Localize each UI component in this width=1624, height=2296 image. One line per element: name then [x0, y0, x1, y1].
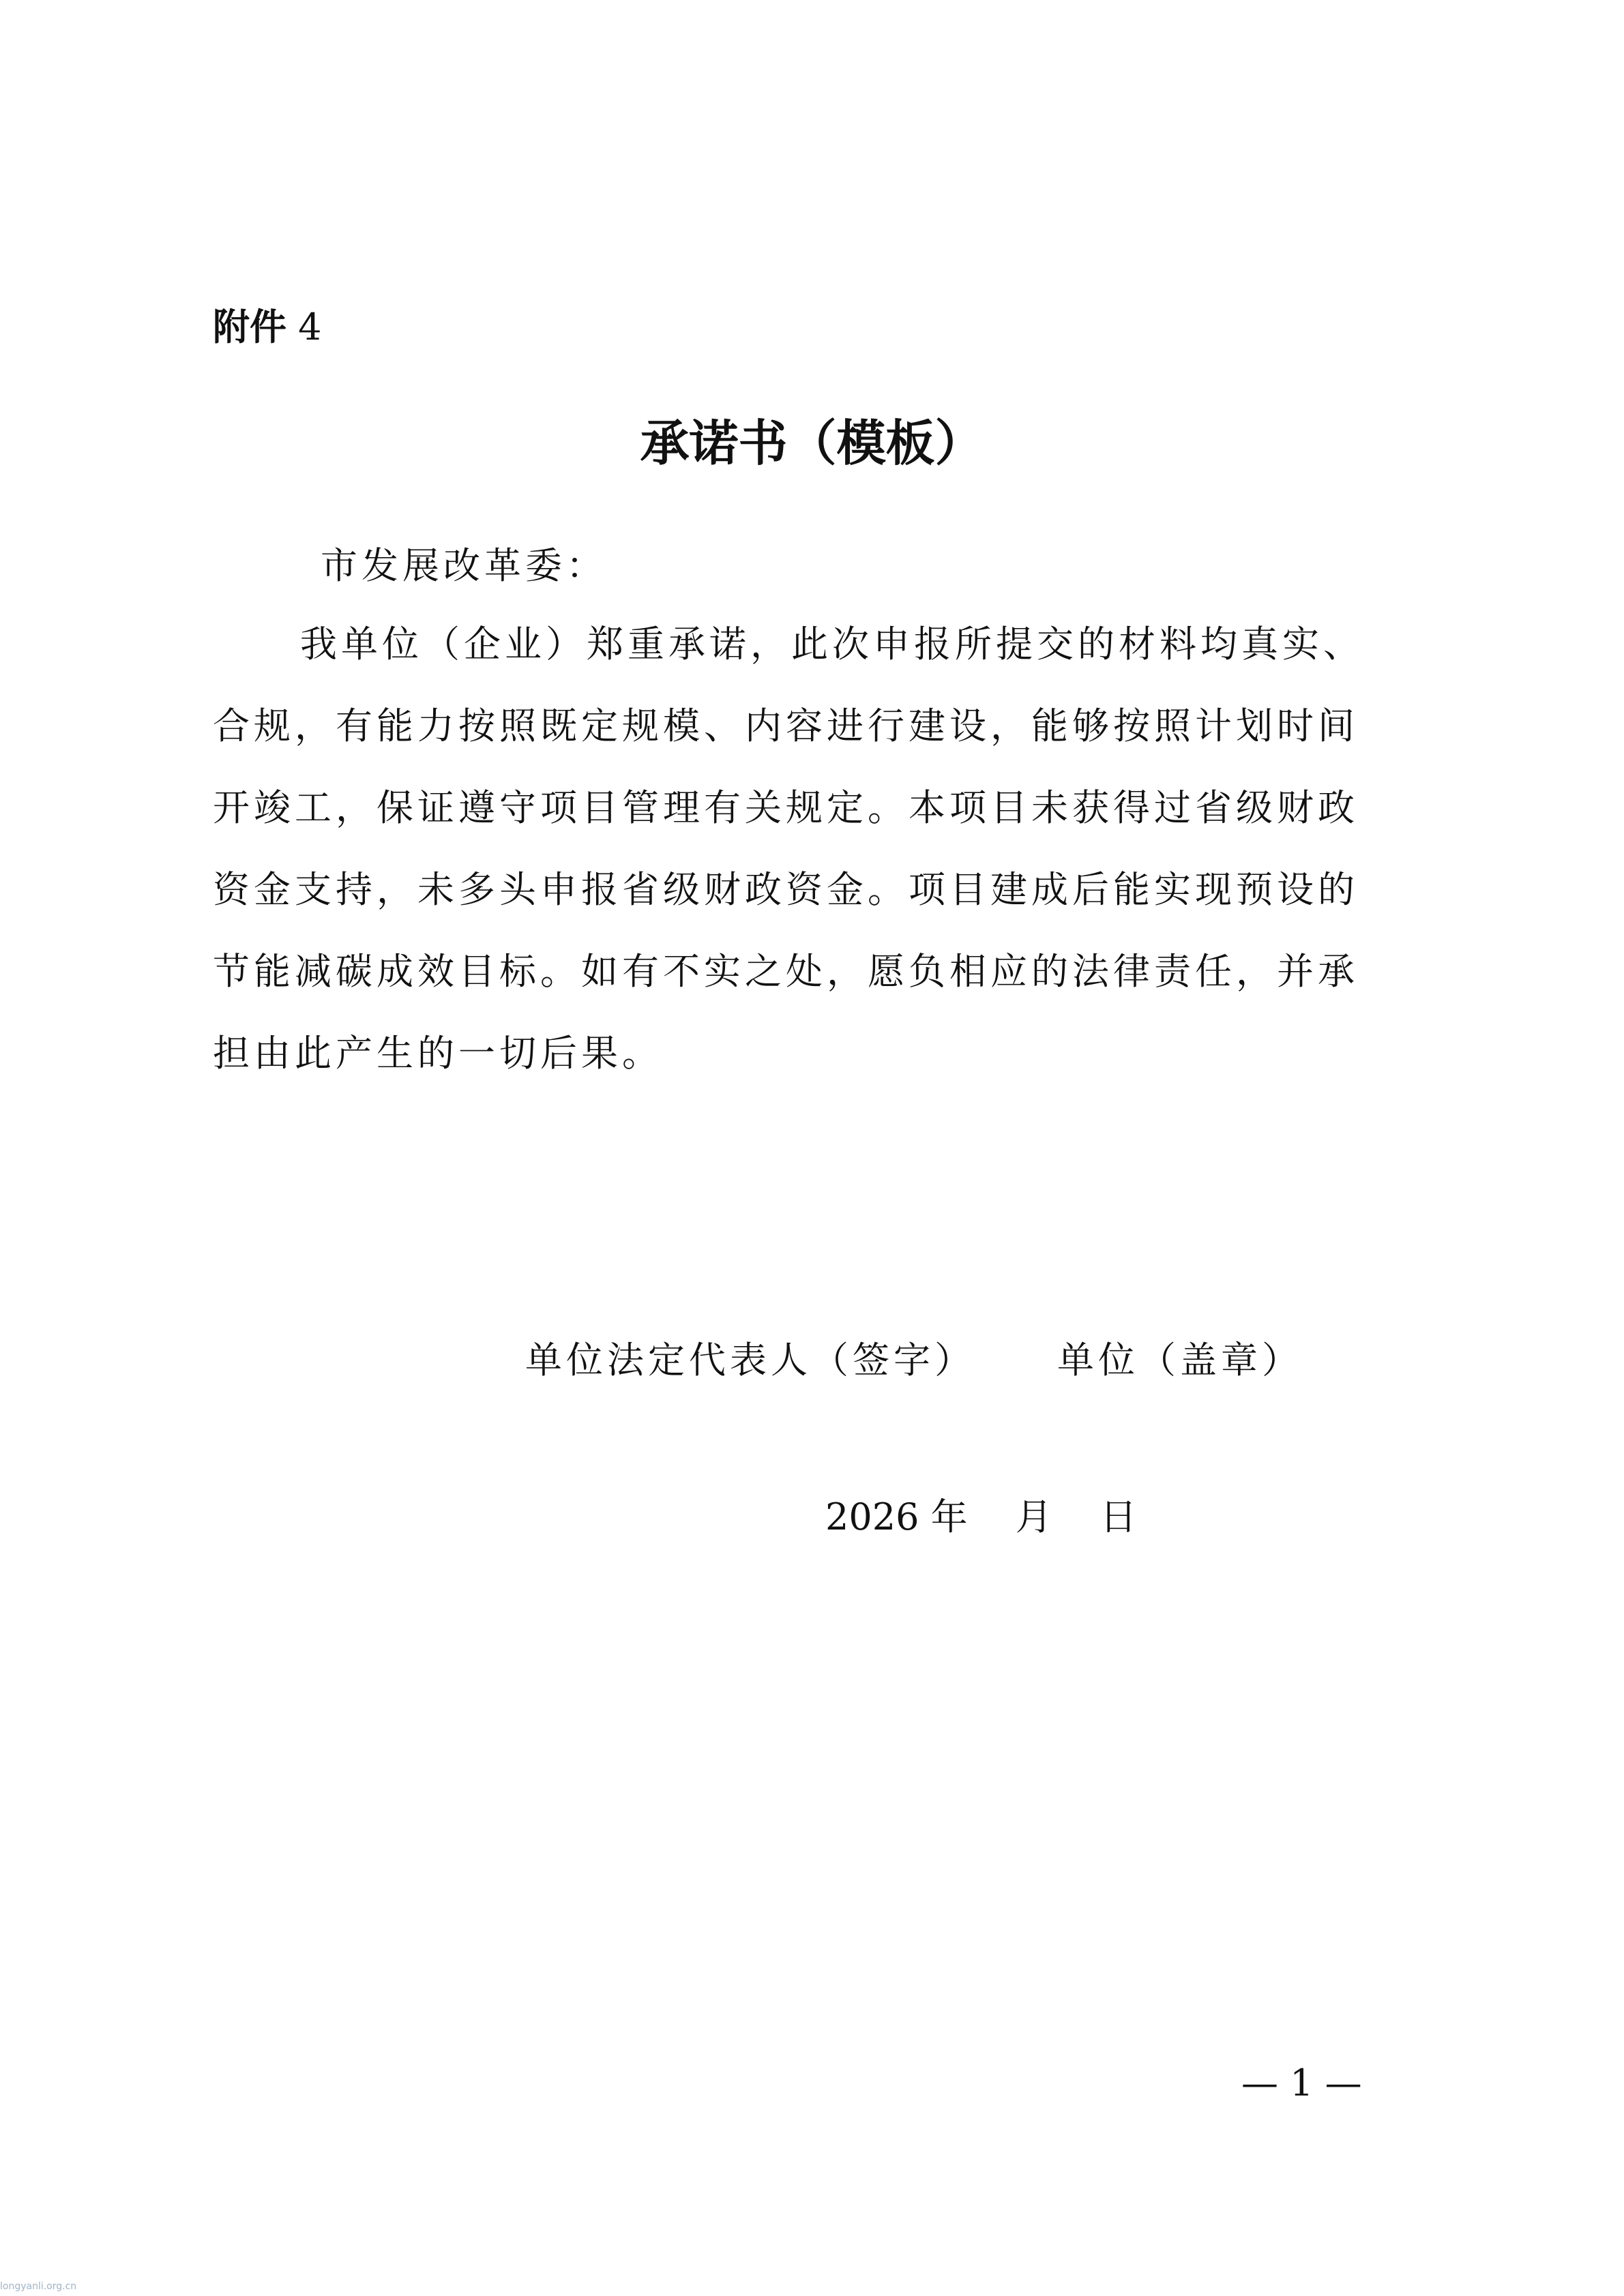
body-line: 我单位（企业）郑重承诺，此次申报所提交的材料均真实、	[300, 623, 1364, 666]
date-month-char: 月	[1015, 1495, 1052, 1538]
date-year-char: 年	[930, 1495, 968, 1538]
date-year: 2026	[825, 1495, 919, 1538]
page-number: — 1 —	[1241, 2061, 1362, 2104]
body-line: 合规，有能力按照既定规模、内容进行建设，能够按照计划时间	[213, 704, 1359, 747]
attachment-number: 4	[298, 305, 322, 348]
watermark: longyanli.org.cn	[0, 2281, 77, 2292]
representative-signature-label: 单位法定代表人（签字）	[525, 1339, 975, 1382]
salutation: 市发展改革委：	[321, 544, 607, 587]
body-line: 资金支持，未多头申报省级财政资金。项目建成后能实现预设的	[213, 868, 1359, 911]
body-line: 开竣工，保证遵守项目管理有关规定。本项目未获得过省级财政	[213, 786, 1359, 829]
body-line: 节能减碳成效目标。如有不实之处，愿负相应的法律责任，并承	[213, 950, 1359, 993]
date-line	[825, 1490, 1137, 1545]
attachment-label-text: 附件	[213, 305, 286, 348]
attachment-label	[213, 300, 322, 355]
date-day-char: 日	[1099, 1495, 1137, 1538]
unit-seal-label: 单位（盖章）	[1057, 1339, 1303, 1382]
body-line: 担由此产生的一切后果。	[213, 1032, 663, 1075]
signature-line	[525, 1333, 1303, 1388]
document-title: 承诺书（模板）	[640, 415, 984, 472]
